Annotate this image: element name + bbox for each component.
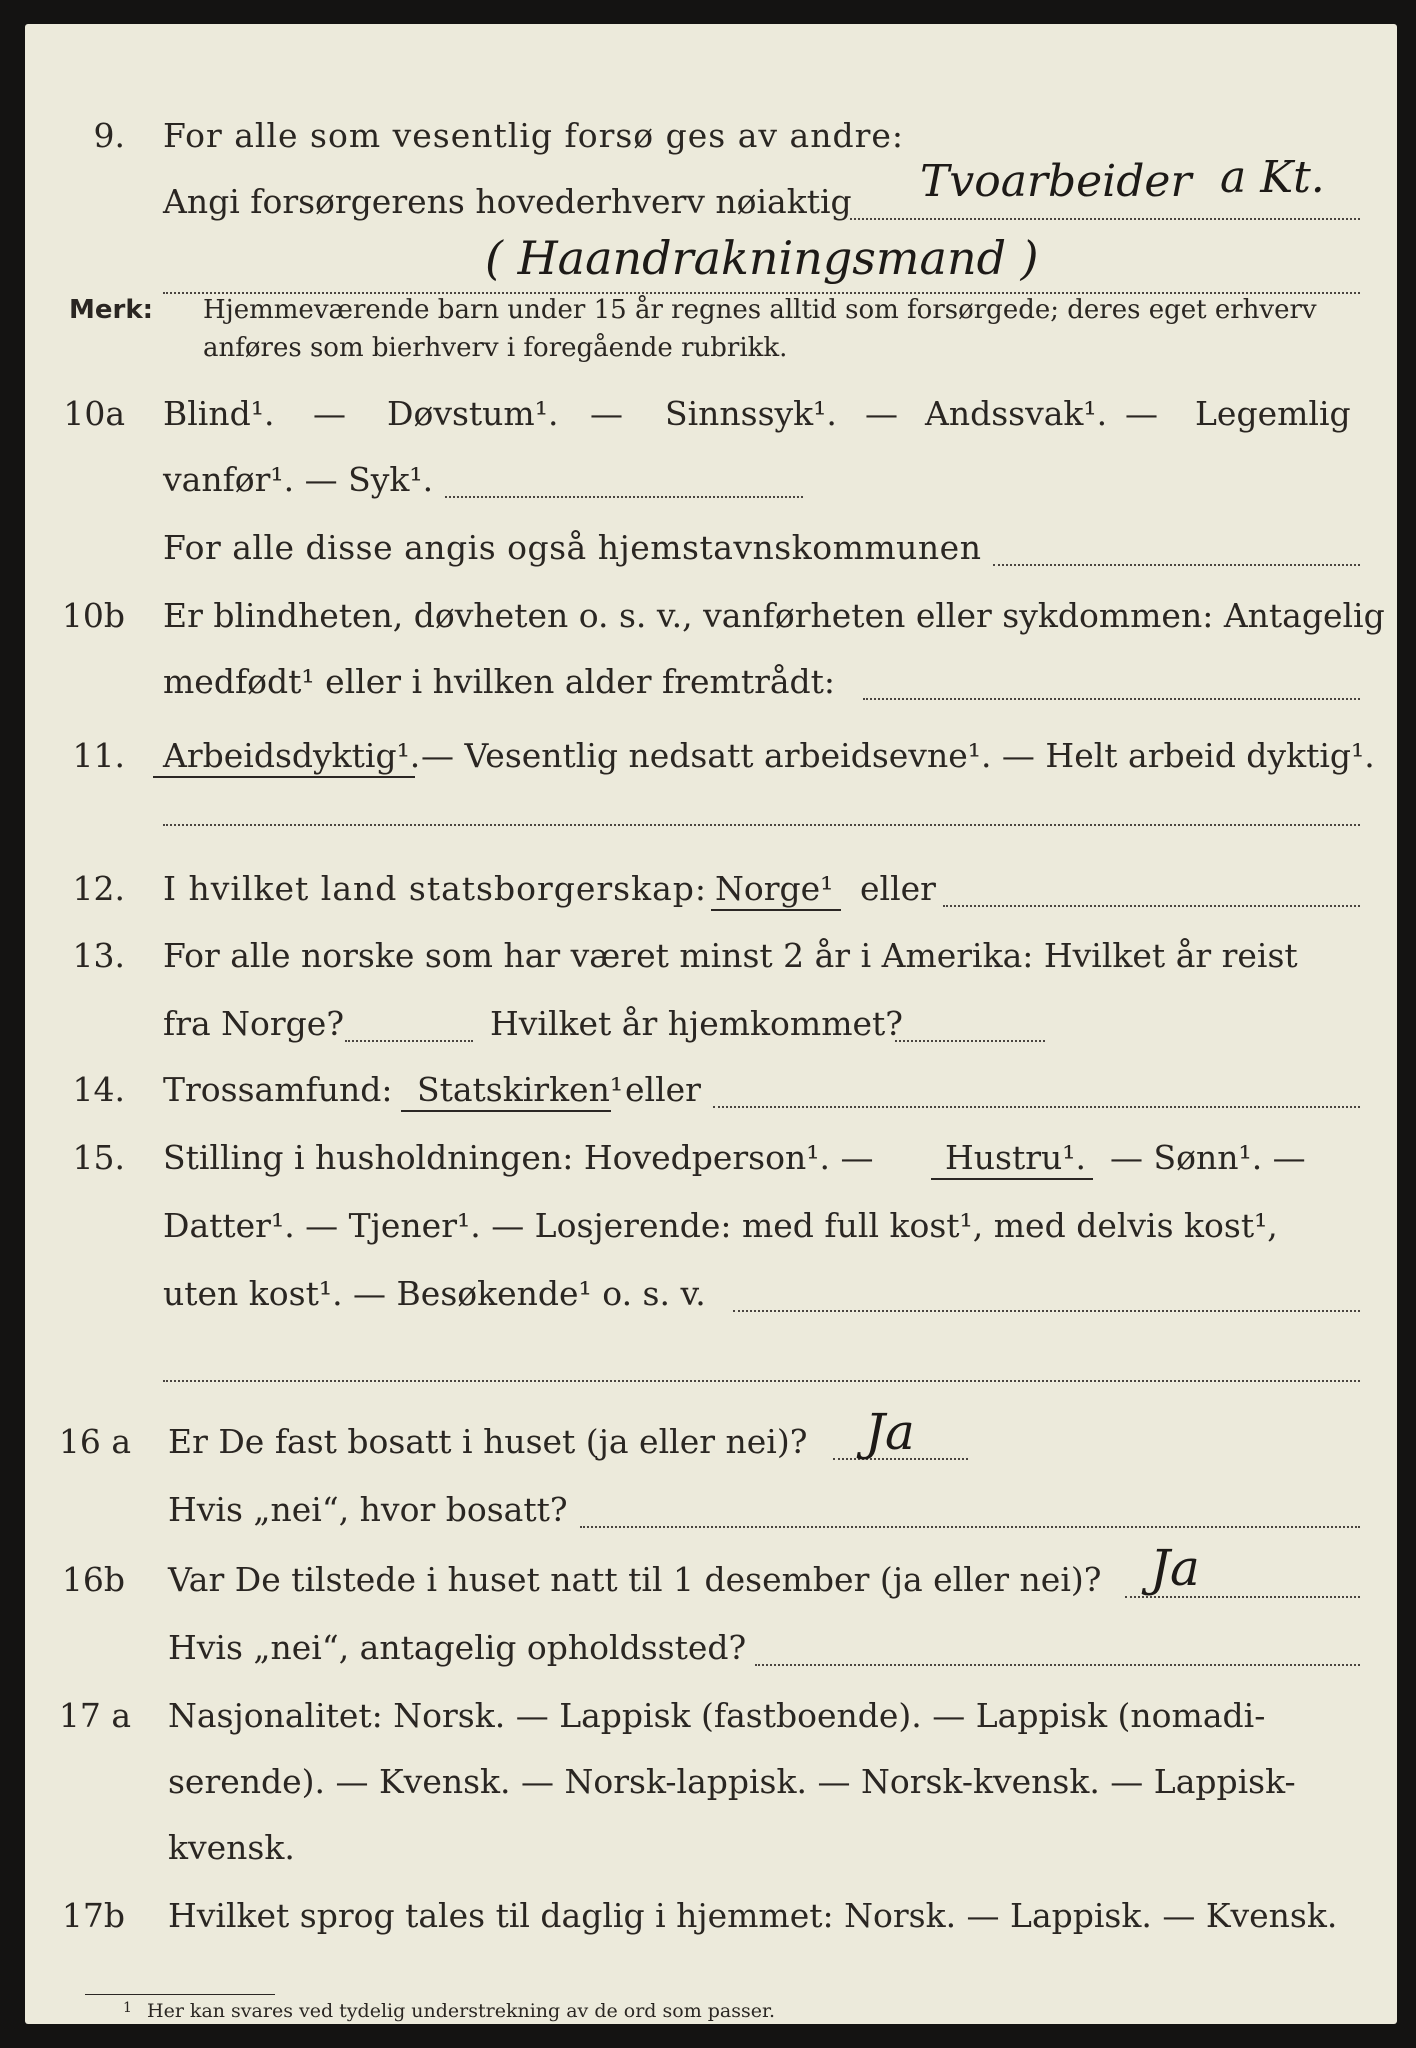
footnote-divider [85, 1994, 275, 1995]
handwritten-answer: ( Haandrakningsmand ) [485, 231, 1039, 285]
option-dovstum: Døvstum¹. [387, 394, 559, 433]
answer-line [850, 218, 1360, 220]
answer-line [713, 1106, 1360, 1108]
question-number: 13. [72, 936, 125, 975]
footnote-mark: 1 [123, 2000, 132, 2016]
question-number: 17b [61, 1896, 125, 1935]
note-text: Hjemmeværende barn under 15 år regnes alltid som forsørgede; deres eget erhverv [203, 295, 1317, 325]
answer-line [580, 1526, 1360, 1528]
question-text: Er De fast bosatt i huset (ja eller nei)? [168, 1422, 808, 1461]
answer-line [993, 564, 1360, 566]
option-sinnssyk: Sinnssyk¹. [665, 394, 837, 433]
selection-underline [401, 1110, 611, 1112]
note-label: Merk: [69, 295, 154, 325]
answer-line [163, 1380, 1360, 1382]
selection-underline [931, 1178, 1093, 1180]
option-legemlig: Legemlig [1195, 394, 1351, 433]
handwritten-annotation: a Kt. [1220, 152, 1325, 203]
question-text: Trossamfund: [163, 1070, 393, 1109]
question-text: Datter¹. — Tjener¹. — Losjerende: med full kost¹, med delvis kost¹, [163, 1206, 1278, 1245]
question-text: — Vesentlig nedsatt arbeidsevne¹. — Helt arbeid dyktig¹. [421, 736, 1375, 775]
question-number: 10a [63, 394, 125, 433]
question-text: Hvilket år hjemkommet? [490, 1004, 903, 1043]
question-text: kvensk. [168, 1828, 295, 1867]
separator: — [865, 394, 898, 433]
question-number: 15. [72, 1138, 125, 1177]
question-number: 9. [93, 116, 125, 155]
option-norge: Norge¹ [715, 869, 834, 908]
handwritten-answer: Ja [865, 1403, 915, 1461]
question-number: 17 a [58, 1696, 131, 1735]
answer-line [733, 1310, 1360, 1312]
selection-underline [153, 776, 415, 778]
handwritten-answer: Tvoarbeider [920, 156, 1192, 207]
question-text: eller [625, 1070, 701, 1109]
selection-underline [711, 909, 841, 911]
option-statskirken: Statskirken¹ [417, 1070, 624, 1109]
question-text: — Sønn¹. — [1110, 1138, 1306, 1177]
separator: — [313, 394, 346, 433]
answer-line [445, 496, 803, 498]
question-text: Hvis „nei“, antagelig opholdssted? [168, 1628, 747, 1667]
question-text: uten kost¹. — Besøkende¹ o. s. v. [163, 1274, 706, 1313]
question-number: 12. [72, 869, 125, 908]
question-text: For alle norske som har været minst 2 år i Amerika: Hvilket år reist [163, 936, 1298, 975]
answer-line [863, 698, 1360, 700]
question-text: I hvilket land statsborgerskap: [163, 869, 708, 908]
handwritten-answer: Ja [1150, 1539, 1200, 1597]
question-text: Angi forsørgerens hovederhverv nøiaktig [163, 182, 852, 221]
question-text: fra Norge? [163, 1004, 345, 1043]
question-number: 11. [72, 736, 125, 775]
footnote-text: Her kan svares ved tydelig understrekning av de ord som passer. [147, 2000, 776, 2022]
separator: — [590, 394, 623, 433]
answer-line [755, 1664, 1360, 1666]
option-andssvak: Andssvak¹. [925, 394, 1108, 433]
answer-line [895, 1040, 1045, 1042]
question-number: 14. [72, 1070, 125, 1109]
question-text: Hvis „nei“, hvor bosatt? [168, 1490, 568, 1529]
question-number: 16b [61, 1560, 125, 1599]
question-text: medfødt¹ eller i hvilken alder fremtrådt: [163, 662, 836, 701]
separator: — [1125, 394, 1158, 433]
question-number: 10b [61, 596, 125, 635]
note-text: anføres som bierhverv i foregående rubrikk. [203, 333, 788, 363]
option-hustru: Hustru¹. [945, 1138, 1086, 1177]
question-text: Nasjonalitet: Norsk. — Lappisk (fastboende). — Lappisk (nomadi- [168, 1696, 1266, 1735]
question-text: vanfør¹. — Syk¹. [163, 460, 434, 499]
question-text: Er blindheten, døvheten o. s. v., vanførheten eller sykdommen: Antagelig [163, 596, 1385, 635]
question-text: Hvilket sprog tales til daglig i hjemmet: Norsk. — Lappisk. — Kvensk. [168, 1896, 1338, 1935]
answer-line [943, 905, 1360, 907]
question-text: Var De tilstede i huset natt til 1 desember (ja eller nei)? [168, 1560, 1102, 1599]
option-arbeidsdyktig: Arbeidsdyktig¹. [163, 736, 421, 775]
question-number: 16 a [58, 1422, 131, 1461]
question-text: serende). — Kvensk. — Norsk-lappisk. — Norsk-kvensk. — Lappisk- [168, 1762, 1296, 1801]
answer-line [345, 1040, 473, 1042]
question-text: eller [860, 869, 936, 908]
answer-line [163, 824, 1360, 826]
census-form-sheet [25, 24, 1397, 2024]
option-blind: Blind¹. [163, 394, 275, 433]
question-text: For alle disse angis også hjemstavnskommunen [163, 528, 982, 567]
question-text: Stilling i husholdningen: Hovedperson¹. — [163, 1138, 874, 1177]
question-text: For alle som vesentlig forsø ges av andre: [163, 116, 904, 155]
